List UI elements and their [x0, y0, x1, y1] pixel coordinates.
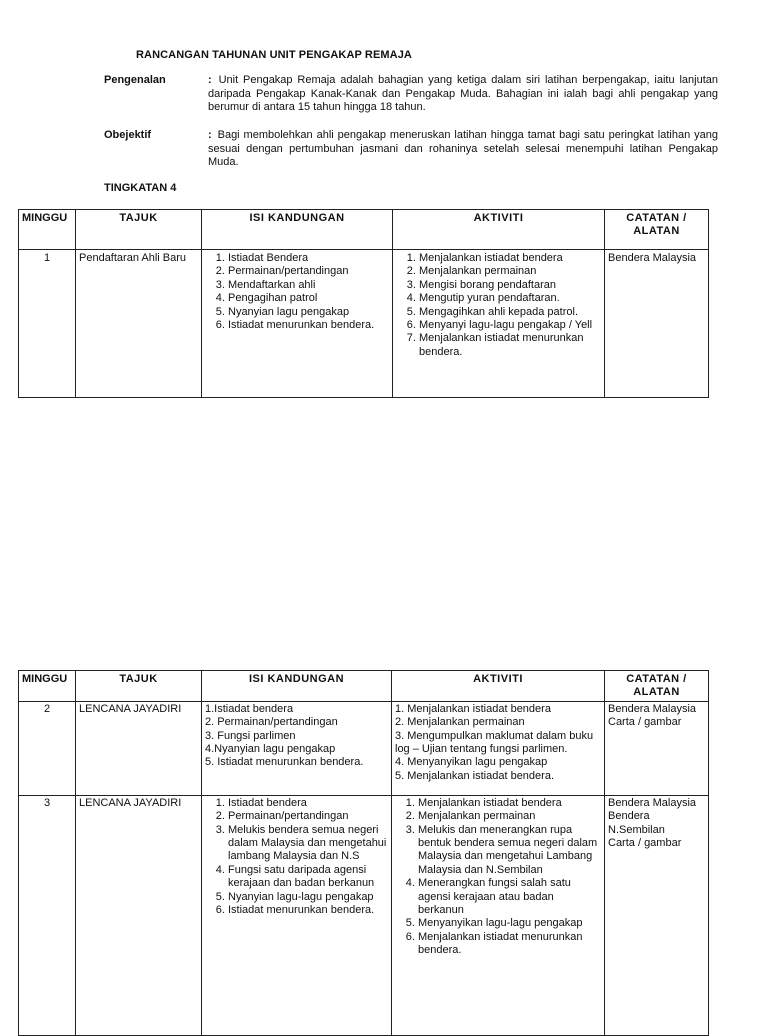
header-minggu: MINGGU: [19, 671, 76, 702]
activity-cell: [392, 701, 605, 795]
content-cell: [202, 701, 392, 795]
content-list: [205, 252, 389, 332]
document-title: RANCANGAN TAHUNAN UNIT PENGAKAP REMAJA: [136, 49, 412, 61]
list-item: 1. Menjalankan istiadat bendera: [395, 702, 551, 715]
list-item: 3. Melukis dan menerangkan rupa bentuk bendera semua negeri dalam Malaysia dan mengetahui Lambang Malaysia dan N.Sembilan: [418, 824, 601, 878]
list-item: 4. Menerangkan fungsi salah satu agensi kerajaan atau badan berkanun: [418, 877, 601, 917]
notes-cell: Bendera Malaysia: [605, 250, 709, 398]
list-item: 1. Menjalankan istiadat bendera: [418, 797, 601, 810]
table-row: [19, 795, 709, 1035]
objective-colon: :: [208, 129, 212, 141]
list-item: 1. Istiadat Bendera: [228, 252, 389, 265]
content-list: [205, 703, 388, 770]
list-item: 6. Istiadat menurunkan bendera.: [228, 319, 389, 332]
list-item: 5. Istiadat menurunkan bendera.: [205, 756, 364, 769]
list-item: 4. Pengagihan patrol: [228, 292, 389, 305]
activity-cell: [393, 250, 605, 398]
week-number: 1: [19, 250, 76, 398]
list-item: 4. Menyanyikan lagu pengakap: [395, 756, 548, 769]
list-item: 1.Istiadat bendera: [205, 702, 294, 715]
header-isi-kandungan: ISI KANDUNGAN: [202, 671, 392, 702]
header-isi-kandungan: ISI KANDUNGAN: [202, 210, 393, 250]
list-item: 3. Fungsi parlimen: [205, 729, 296, 742]
notes-cell: Bendera Malaysia Carta / gambar: [605, 701, 709, 795]
week-number: 3: [19, 795, 76, 1035]
objective-paragraph: [208, 129, 718, 170]
list-item: 4.Nyanyian lagu pengakap: [205, 743, 336, 756]
topic-cell: LENCANA JAYADIRI: [76, 795, 202, 1035]
topic-cell: LENCANA JAYADIRI: [76, 701, 202, 795]
table-row: [19, 250, 709, 398]
list-item: 1. Menjalankan istiadat bendera: [419, 252, 601, 265]
table-header-row: [19, 210, 709, 250]
list-item: 2. Permainan/pertandingan: [205, 716, 338, 729]
list-item: 4. Fungsi satu daripada agensi kerajaan dan badan berkanun: [228, 864, 388, 891]
content-cell: [202, 250, 393, 398]
header-aktiviti: AKTIVITI: [393, 210, 605, 250]
topic-cell: Pendaftaran Ahli Baru: [76, 250, 202, 398]
list-item: 2. Permainan/pertandingan: [228, 265, 389, 278]
list-item: 4. Mengutip yuran pendaftaran.: [419, 292, 601, 305]
intro-colon: :: [208, 74, 212, 86]
activity-list: [395, 703, 601, 783]
list-item: 2. Menjalankan permainan: [419, 265, 601, 278]
level-heading: TINGKATAN 4: [104, 182, 177, 194]
list-item: 5. Menjalankan istiadat bendera.: [395, 769, 554, 782]
header-aktiviti: AKTIVITI: [392, 671, 605, 702]
list-item: 2. Menjalankan permainan: [418, 810, 601, 823]
activity-list: [396, 252, 601, 359]
list-item: 5. Mengagihkan ahli kepada patrol.: [419, 306, 601, 319]
list-item: 6. Istiadat menurunkan bendera.: [228, 904, 388, 917]
list-item: 7. Menjalankan istiadat menurunkan bendera.: [419, 332, 601, 359]
header-catatan: CATATAN / ALATAN: [605, 671, 709, 702]
objective-text: Bagi membolehkan ahli pengakap meneruskan latihan hingga tamat bagi satu peringkat latihan yang sesuai dengan pertumbuhan jasmani dan rohaninya setelah selesai menempuhi latihan Pengakap Muda.: [208, 129, 718, 168]
list-item: 3. Mendaftarkan ahli: [228, 279, 389, 292]
list-item: 5. Nyanyian lagu-lagu pengakap: [228, 891, 388, 904]
intro-label: Pengenalan: [104, 74, 166, 86]
list-item: 3. Mengisi borang pendaftaran: [419, 279, 601, 292]
list-item: 2. Permainan/pertandingan: [228, 810, 388, 823]
list-item: 3. Melukis bendera semua negeri dalam Malaysia dan mengetahui lambang Malaysia dan N.S: [228, 824, 388, 864]
plan-table-week-1: [18, 209, 709, 398]
plan-table-weeks-2-3: [18, 670, 709, 1036]
header-tajuk: TAJUK: [76, 671, 202, 702]
activity-list: [395, 797, 601, 958]
notes-cell: Bendera Malaysia Bendera N.Sembilan Carta / gambar: [605, 795, 709, 1035]
list-item: 3. Mengumpulkan maklumat dalam buku log – Ujian tentang fungsi parlimen.: [395, 729, 594, 756]
list-item: 2. Menjalankan permainan: [395, 716, 525, 729]
intro-paragraph: [208, 74, 718, 115]
objective-label: Obejektif: [104, 129, 152, 141]
list-item: 5. Nyanyian lagu pengakap: [228, 306, 389, 319]
week-number: 2: [19, 701, 76, 795]
intro-text: Unit Pengakap Remaja adalah bahagian yang ketiga dalam siri latihan berpengakap, iaitu lanjutan daripada Pengakap Kanak-Kanak dan Pengakap Muda. Bahagian ini ialah bagi ahli pengakap yang berumur di antara 15 tahun hingga 18 tahun.: [208, 74, 719, 113]
content-cell: [202, 795, 392, 1035]
header-minggu: MINGGU: [19, 210, 76, 250]
header-tajuk: TAJUK: [76, 210, 202, 250]
table-row: [19, 701, 709, 795]
table-header-row: [19, 671, 709, 702]
list-item: 6. Menyanyi lagu-lagu pengakap / Yell: [419, 319, 601, 332]
list-item: 5. Menyanyikan lagu-lagu pengakap: [418, 917, 601, 930]
header-catatan: CATATAN / ALATAN: [605, 210, 709, 250]
content-list: [205, 797, 388, 918]
list-item: 6. Menjalankan istiadat menurunkan bendera.: [418, 931, 601, 958]
activity-cell: [392, 795, 605, 1035]
list-item: 1. Istiadat bendera: [228, 797, 388, 810]
